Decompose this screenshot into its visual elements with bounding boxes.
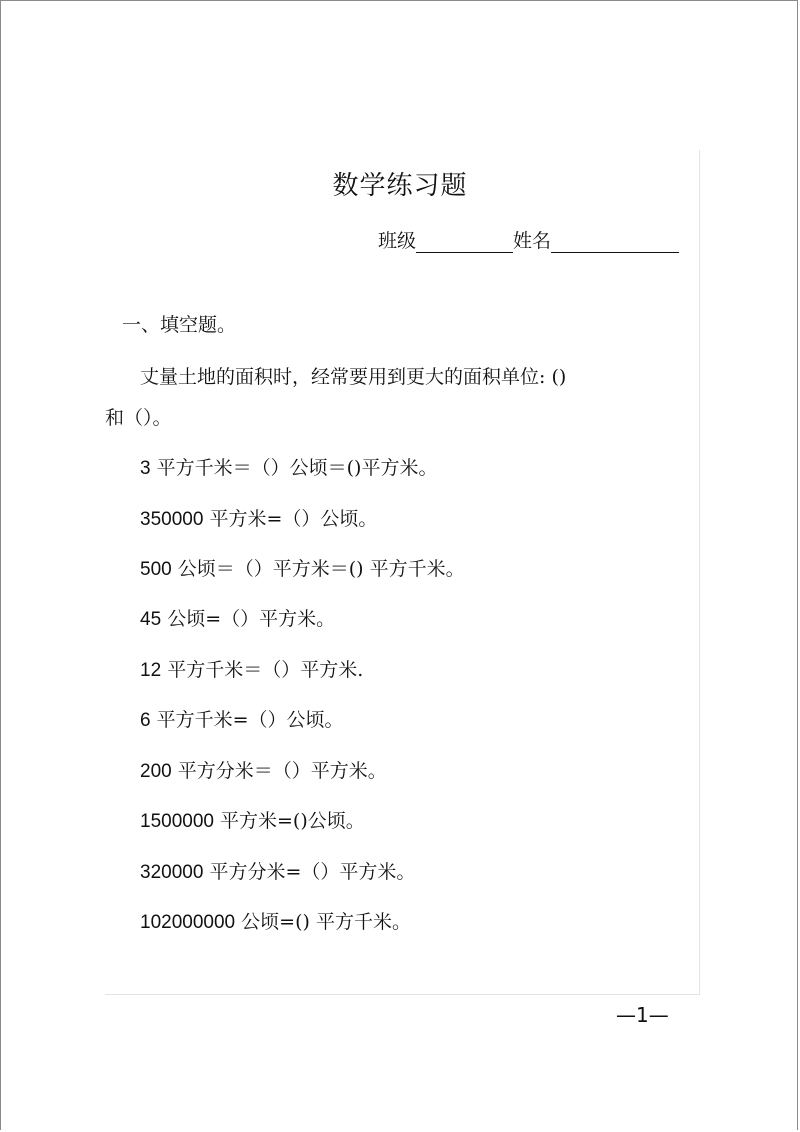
- question-number: 102000000: [140, 912, 236, 933]
- question-item: [140, 655, 363, 682]
- question-text: 平方米=（）公顷。: [209, 508, 378, 530]
- class-name-line: [378, 226, 679, 253]
- name-blank: [551, 232, 679, 253]
- question-text: 公顷＝（）平方米＝() 平方千米。: [177, 558, 465, 580]
- question-item: [140, 504, 377, 531]
- question-item: [140, 705, 344, 732]
- question-number: 500: [140, 559, 172, 580]
- question-item: [140, 857, 415, 884]
- question-number: 12: [140, 660, 162, 681]
- question-text: 平方米=()公顷。: [220, 810, 365, 832]
- question-text: 平方千米＝（）公顷＝()平方米。: [156, 457, 438, 479]
- page-number: —1—: [616, 1003, 669, 1027]
- question-item: [140, 604, 335, 631]
- question-number: 45: [140, 609, 162, 630]
- page-frame-right-edge: [699, 150, 700, 995]
- question-text: 公顷=（）平方米。: [167, 608, 336, 630]
- name-label: 姓名: [513, 230, 552, 252]
- section-heading: 一、填空题。: [122, 314, 237, 336]
- page-frame-bottom-edge: [105, 994, 700, 995]
- question-item: [140, 806, 365, 833]
- question-text: 平方分米=（）平方米。: [209, 861, 416, 883]
- question-number: 350000: [140, 509, 204, 530]
- document-title: 数学练习题: [332, 171, 468, 201]
- question-text: 平方分米＝（）平方米。: [177, 760, 387, 782]
- class-blank: [416, 232, 513, 253]
- question-item: [140, 907, 411, 934]
- question-text: 平方千米=（）公顷。: [156, 709, 344, 731]
- class-label: 班级: [378, 230, 417, 252]
- question-text: 平方千米＝（）平方米.: [167, 659, 364, 681]
- question-number: 320000: [140, 862, 204, 883]
- intro-line-2: 和（）。: [105, 407, 172, 429]
- question-number: 3: [140, 458, 151, 479]
- question-item: [140, 756, 387, 783]
- question-item: [140, 554, 465, 581]
- question-number: 1500000: [140, 811, 214, 832]
- question-number: 200: [140, 761, 172, 782]
- question-item: [140, 453, 437, 480]
- question-text: 公顷=() 平方千米。: [241, 911, 411, 933]
- intro-line-1: 丈量土地的面积时，经常要用到更大的面积单位: (): [140, 366, 567, 388]
- question-number: 6: [140, 710, 151, 731]
